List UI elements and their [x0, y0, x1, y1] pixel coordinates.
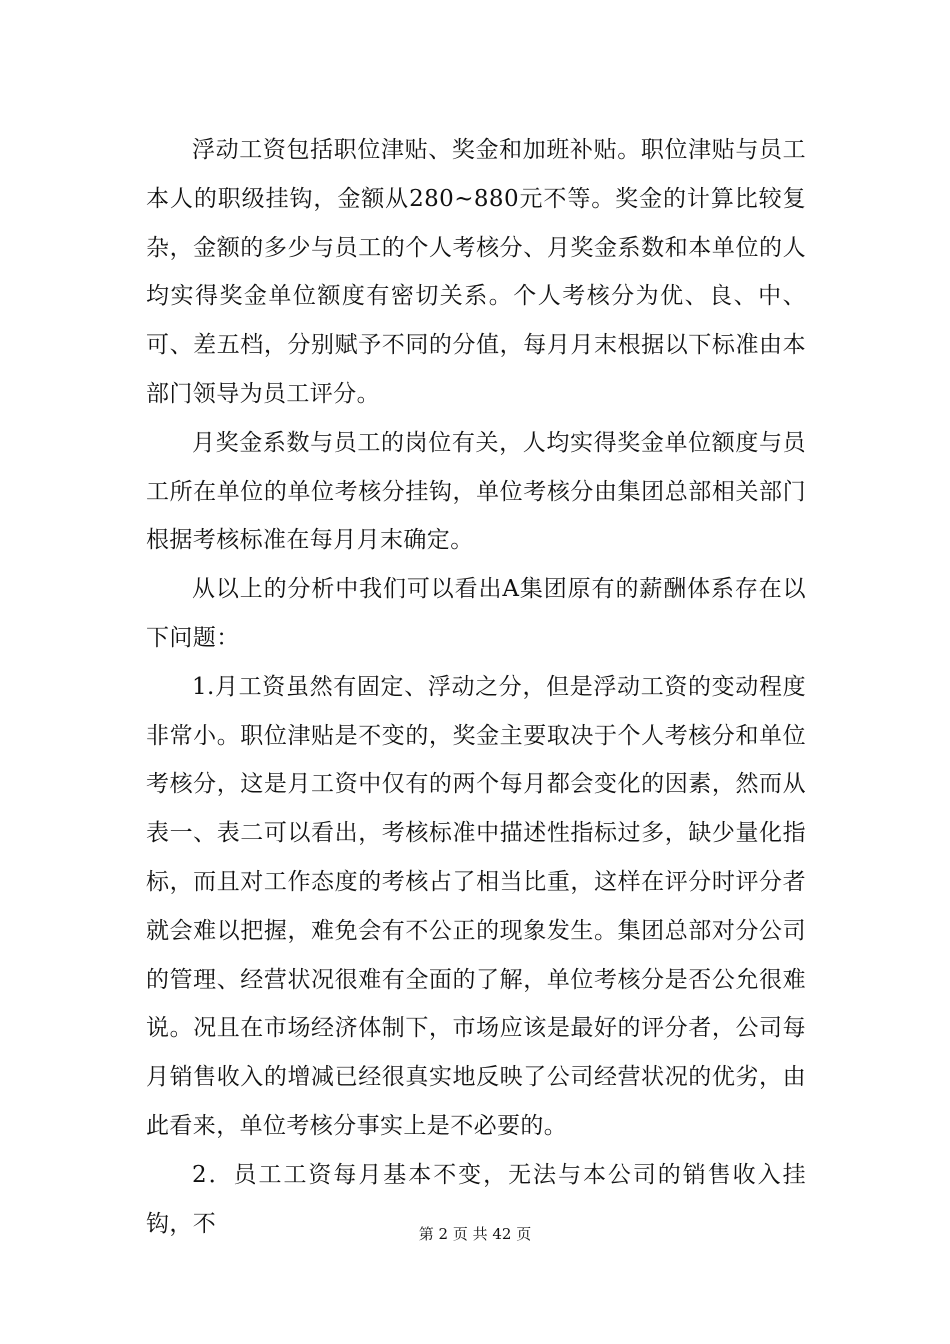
paragraph-problems-intro: 从以上的分析中我们可以看出A集团原有的薪酬体系存在以下问题：	[146, 576, 806, 651]
page-footer: 第 2 页 共 42 页	[418, 1225, 532, 1243]
paragraph-bonus-coefficient: 月奖金系数与员工的岗位有关，人均实得奖金单位额度与员工所在单位的单位考核分挂钩，单位考核分由集团总部相关部门根据考核标准在每月月末确定。	[146, 429, 806, 554]
paragraph-floating-wage: 浮动工资包括职位津贴、奖金和加班补贴。职位津贴与员工本人的职级挂钩，金额从280~880元不等。奖金的计算比较复杂，金额的多少与员工的个人考核分、月奖金系数和本单位的人均实得奖金单位额度有密切关系。个人考核分为优、良、中、可、差五档，分别赋予不同的分值，每月月末根据以下标准由本部门领导为员工评分。	[146, 137, 806, 407]
paragraph-problem-1: 1.月工资虽然有固定、浮动之分，但是浮动工资的变动程度非常小。职位津贴是不变的，奖金主要取决于个人考核分和单位考核分，这是月工资中仅有的两个每月都会变化的因素，然而从表一、表二可以看出，考核标准中描述性指标过多，缺少量化指标，而且对工作态度的考核占了相当比重，这样在评分时评分者就会难以把握，难免会有不公正的现象发生。集团总部对分公司的管理、经营状况很难有全面的了解，单位考核分是否公允很难说。况且在市场经济体制下，市场应该是最好的评分者，公司每月销售收入的增减已经很真实地反映了公司经营状况的优劣，由此看来，单位考核分事实上是不必要的。	[146, 673, 806, 1139]
document-body	[146, 126, 806, 1248]
paragraph-problem-2: 2．员工工资每月基本不变，无法与本公司的销售收入挂钩，不	[146, 1161, 806, 1237]
